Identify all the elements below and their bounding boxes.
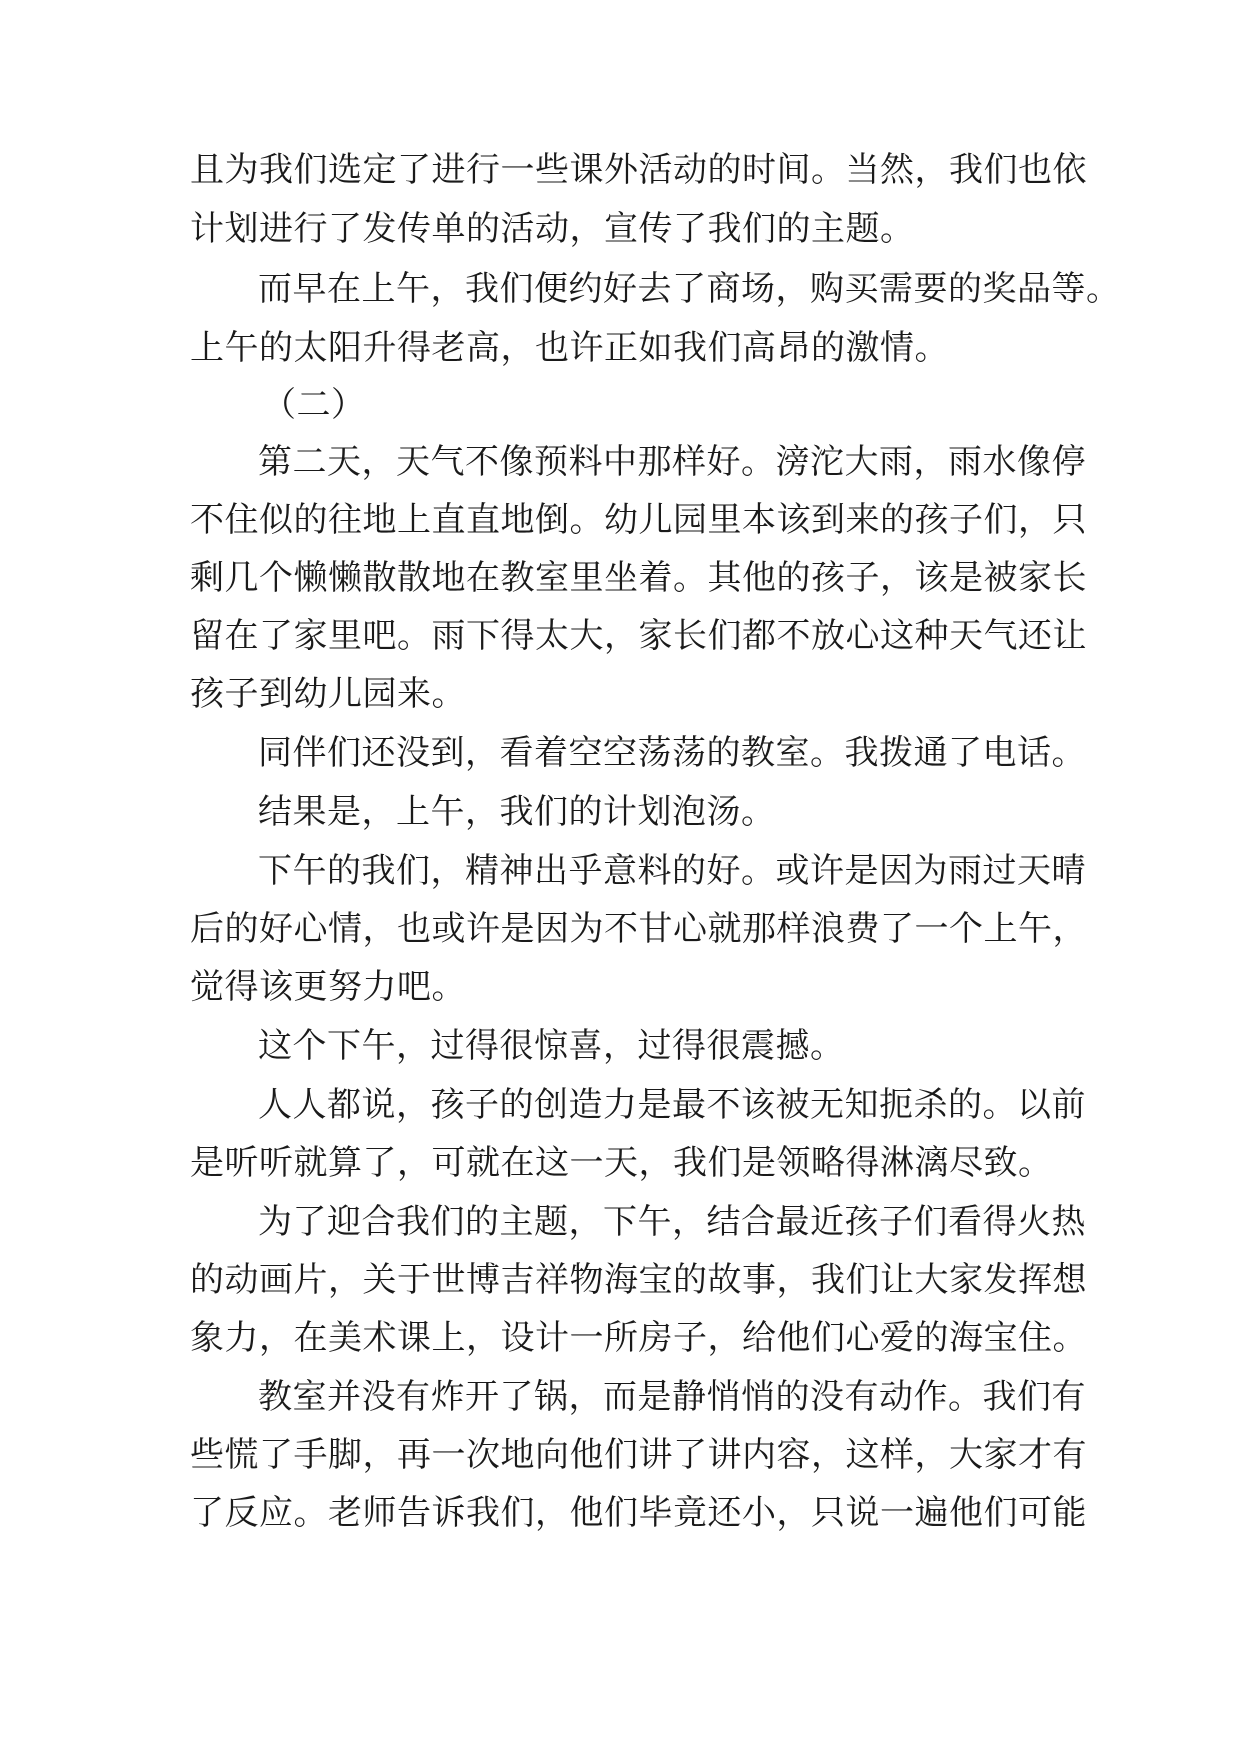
- text-line: 些慌了手脚，再一次地向他们讲了讲内容，这样，大家才有: [190, 1435, 1087, 1475]
- text-line: 象力，在美术课上，设计一所房子，给他们心爱的海宝住。: [190, 1318, 1087, 1358]
- text-line: 为了迎合我们的主题，下午，结合最近孩子们看得火热: [258, 1202, 1086, 1242]
- text-line: 觉得该更努力吧。: [190, 967, 466, 1007]
- text-line: 同伴们还没到，看着空空荡荡的教室。我拨通了电话。: [258, 733, 1086, 773]
- text-line: 不住似的往地上直直地倒。幼儿园里本该到来的孩子们，只: [190, 500, 1087, 540]
- text-line: 后的好心情，也或许是因为不甘心就那样浪费了一个上午，: [190, 909, 1087, 949]
- text-line: 留在了家里吧。雨下得太大，家长们都不放心这种天气还让: [190, 616, 1087, 656]
- text-line: 且为我们选定了进行一些课外活动的时间。当然，我们也依: [190, 150, 1087, 190]
- text-line: 了反应。老师告诉我们，他们毕竟还小，只说一遍他们可能: [190, 1493, 1087, 1533]
- text-line: 而早在上午，我们便约好去了商场，购买需要的奖品等。: [258, 269, 1121, 309]
- text-line: 计划进行了发传单的活动，宣传了我们的主题。: [190, 209, 915, 249]
- text-line: 第二天，天气不像预料中那样好。滂沱大雨，雨水像停: [258, 442, 1086, 482]
- text-line: 教室并没有炸开了锅，而是静悄悄的没有动作。我们有: [258, 1377, 1086, 1417]
- text-line: 上午的太阳升得老高，也许正如我们高昂的激情。: [190, 328, 949, 368]
- text-line: 结果是，上午，我们的计划泡汤。: [258, 792, 776, 832]
- text-line: 剩几个懒懒散散地在教室里坐着。其他的孩子，该是被家长: [190, 558, 1087, 598]
- text-line: 这个下午，过得很惊喜，过得很震撼。: [258, 1026, 845, 1066]
- section-heading: （二）: [262, 385, 366, 425]
- text-line: 人人都说，孩子的创造力是最不该被无知扼杀的。以前: [258, 1085, 1086, 1125]
- text-line: 的动画片，关于世博吉祥物海宝的故事，我们让大家发挥想: [190, 1260, 1087, 1300]
- text-line: 孩子到幼儿园来。: [190, 674, 466, 714]
- text-line: 是听听就算了，可就在这一天，我们是领略得淋漓尽致。: [190, 1143, 1053, 1183]
- text-line: 下午的我们，精神出乎意料的好。或许是因为雨过天晴: [258, 851, 1086, 891]
